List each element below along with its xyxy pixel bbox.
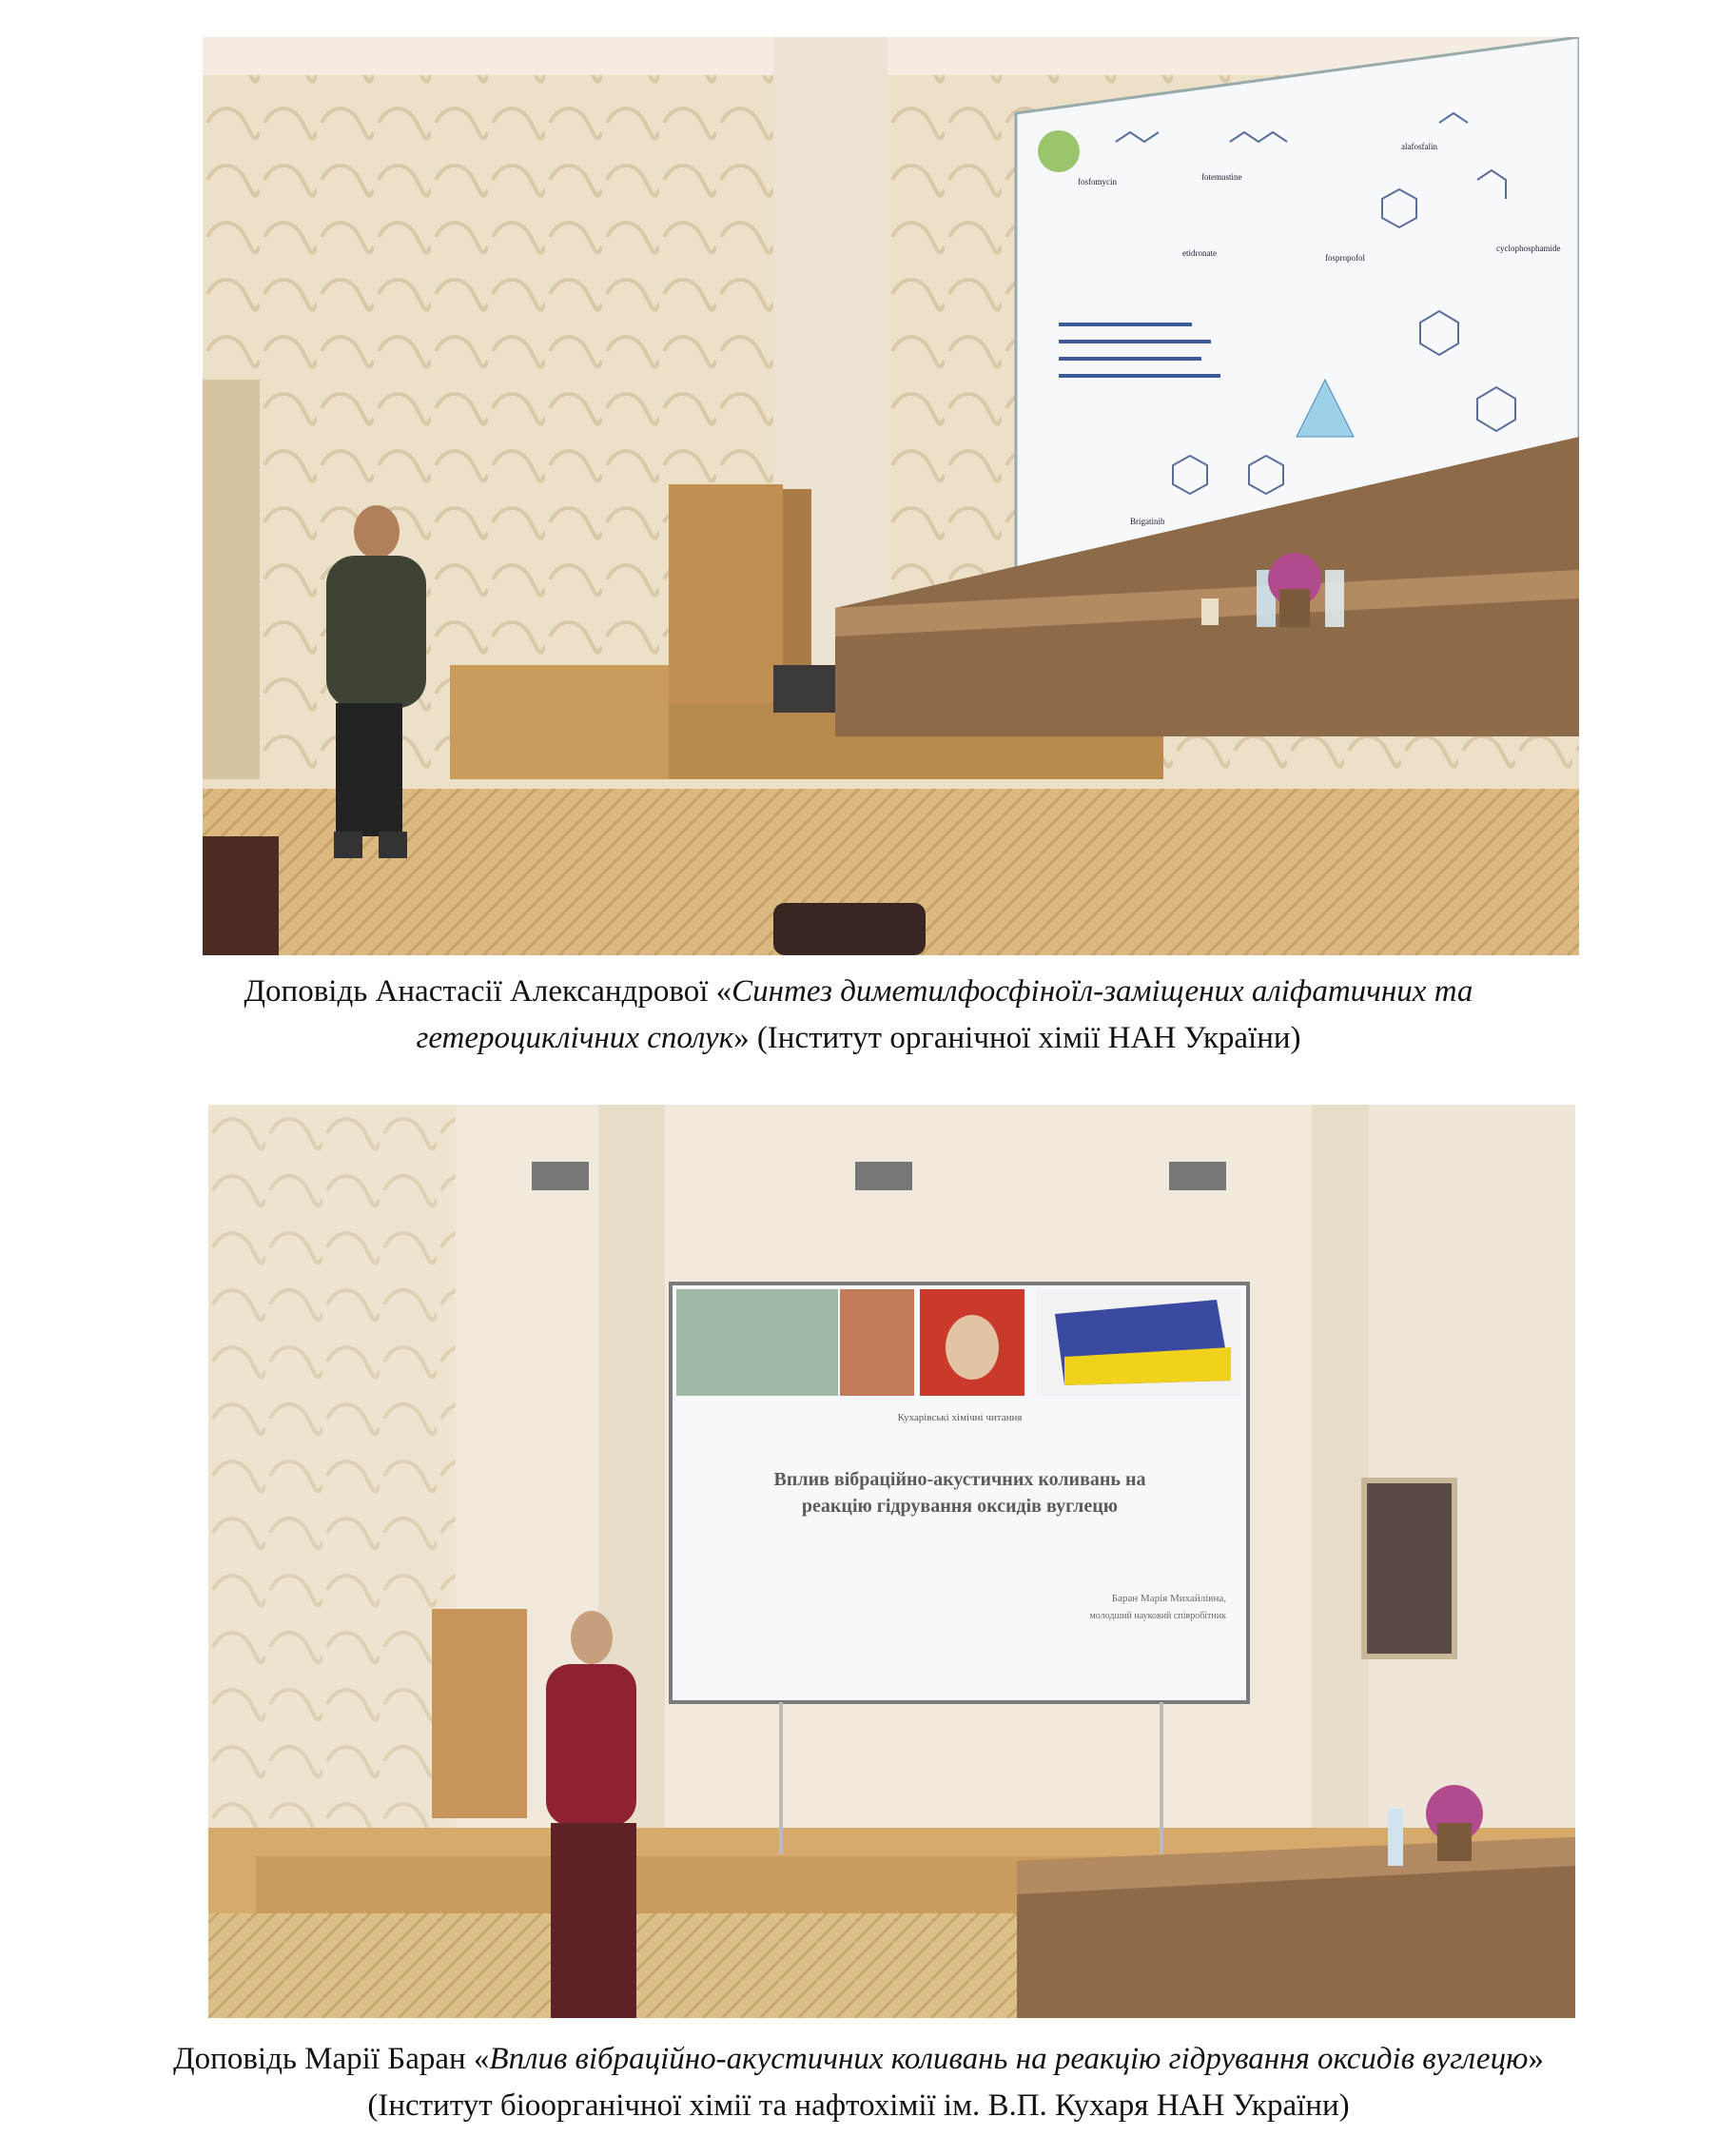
- slide1-label-2: fotemustine: [1201, 172, 1242, 182]
- caption-1-suffix: » (Інститут органічної хімії НАН України): [733, 1021, 1301, 1055]
- slide2-title-line1: Вплив вібраційно-акустичних коливань на: [773, 1469, 1146, 1490]
- projection-screen-2: [671, 1284, 1248, 1702]
- caption-1-title: Синтез диметилфосфіноїл-заміщених аліфатичних та гетероциклічних сполук: [416, 974, 1473, 1055]
- caption-1-prefix: Доповідь Анастасії Александрової «: [244, 974, 732, 1009]
- caption-2-prefix: Доповідь Марії Баран «: [173, 2042, 490, 2076]
- slide1-label-5: fospropofol: [1325, 253, 1365, 263]
- conference-photo-1: [203, 37, 1579, 955]
- slide1-label-7: Brigatinib: [1130, 517, 1165, 526]
- slide1-label-3: alafosfalin: [1401, 142, 1437, 151]
- caption-1: [143, 969, 1574, 1062]
- caption-2-suffix: » (Інститут біоорганічної хімії та нафтохімії ім. В.П. Кухаря НАН України): [367, 2042, 1544, 2123]
- slide1-label-4: etidronate: [1182, 248, 1217, 258]
- caption-2-title: Вплив вібраційно-акустичних коливань на реакцію гідрування оксидів вуглецю: [489, 2042, 1529, 2076]
- slide2-author-line1: Баран Марія Михайлівна,: [1111, 1593, 1226, 1604]
- speaker-2: [546, 1611, 636, 2018]
- slide2-author-line2: молодший науковий співробітник: [1089, 1611, 1226, 1621]
- slide2-title-line2: реакцію гідрування оксидів вуглецю: [801, 1496, 1119, 1517]
- slide1-label-1: fosfomycin: [1078, 177, 1117, 186]
- conference-photo-2: [208, 1105, 1575, 2018]
- slide2-header: Кухарівські хімічні читання: [897, 1412, 1023, 1423]
- slide1-label-6: cyclophosphamide: [1496, 244, 1561, 253]
- caption-2: [143, 2036, 1574, 2129]
